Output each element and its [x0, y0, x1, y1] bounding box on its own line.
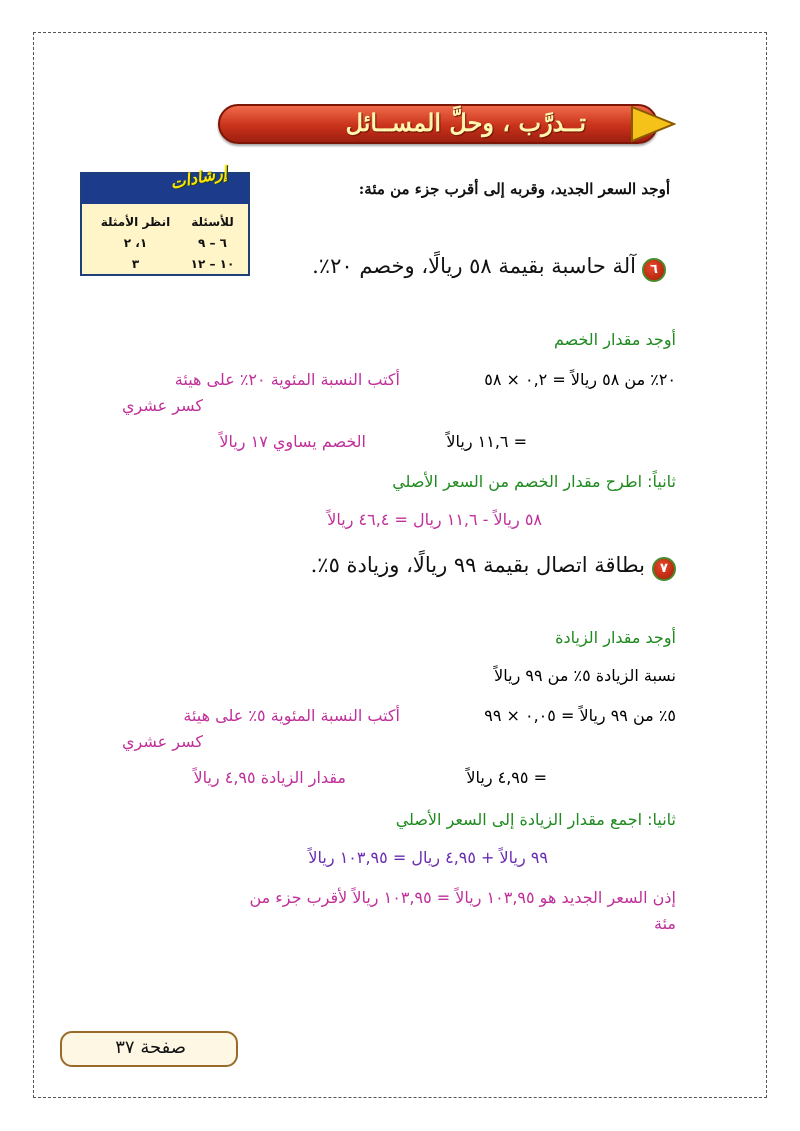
banner-title: تــدرَّب ، وحلَّ المســائل — [345, 108, 586, 137]
q7-calc-2: = ٤,٩٥ ريالاً — [466, 768, 547, 787]
q6-note-2: الخصم يساوي ١٧ ريالاً — [219, 432, 366, 451]
hint-row-questions: ٦ – ٩ — [197, 235, 227, 250]
hint-col-questions: للأسئلة — [191, 214, 234, 229]
question-6-text: آلة حاسبة بقيمة ٥٨ ريالًا، وخصم ٢٠٪. — [312, 254, 636, 278]
q7-conclusion-a: إذن السعر الجديد هو ١٠٣,٩٥ ريالاً = ١٠٣,٩٥ ريالاً لأقرب جزء من — [249, 888, 676, 907]
q7-ratio: نسبة الزيادة ٥٪ من ٩٩ ريالاً — [494, 666, 676, 685]
q7-note-2: مقدار الزيادة ٤,٩٥ ريالاً — [193, 768, 346, 787]
q6-calc-2: = ١١,٦ ريالاً — [446, 432, 527, 451]
q6-result: ٥٨ ريالاً - ١١,٦ ريال = ٤٦,٤ ريالاً — [327, 510, 542, 529]
question-7-text: بطاقة اتصال بقيمة ٩٩ ريالًا، وزيادة ٥٪. — [310, 553, 645, 577]
hint-row-questions: ١٠ – ١٢ — [190, 256, 235, 271]
q6-note-1a: أكتب النسبة المئوية ٢٠٪ على هيئة — [174, 370, 400, 389]
page-number: صفحة ٣٧ — [115, 1037, 186, 1058]
q6-find-heading: أوجد مقدار الخصم — [553, 330, 676, 349]
question-number-badge: ٦ — [642, 258, 666, 282]
q7-result: ٩٩ ريالاً + ٤,٩٥ ريال = ١٠٣,٩٥ ريالاً — [308, 848, 548, 867]
hint-row-examples: ١، ٢ — [123, 235, 148, 250]
instruction-text: أوجد السعر الجديد، وقربه إلى أقرب جزء من مئة: — [358, 180, 670, 198]
question-number-badge: ٧ — [652, 557, 676, 581]
section-banner — [218, 104, 658, 144]
q7-note-1b: كسر عشري — [122, 732, 203, 751]
hint-badge: إرشادات — [168, 162, 229, 193]
q7-conclusion-b: مئة — [654, 914, 676, 933]
page-number-box — [60, 1031, 238, 1067]
q7-calc-1: ٥٪ من ٩٩ ريالاً = ٠,٠٥ × ٩٩ — [484, 706, 676, 725]
hint-row-examples: ٣ — [131, 256, 140, 271]
q6-note-1b: كسر عشري — [122, 396, 203, 415]
hint-title: للأسئلة — [673, 178, 720, 193]
arrow-icon — [630, 103, 676, 145]
q7-second-step: ثانيا: اجمع مقدار الزيادة إلى السعر الأصلي — [395, 810, 676, 829]
hint-table — [88, 210, 244, 275]
q7-note-1a: أكتب النسبة المئوية ٥٪ على هيئة — [183, 706, 400, 725]
q6-second-step: ثانياً: اطرح مقدار الخصم من السعر الأصلي — [392, 472, 676, 491]
q6-calc-1: ٢٠٪ من ٥٨ ريالاً = ٠,٢ × ٥٨ — [484, 370, 676, 389]
hint-col-examples: انظر الأمثلة — [100, 214, 171, 229]
q7-find-heading: أوجد مقدار الزيادة — [555, 628, 676, 647]
